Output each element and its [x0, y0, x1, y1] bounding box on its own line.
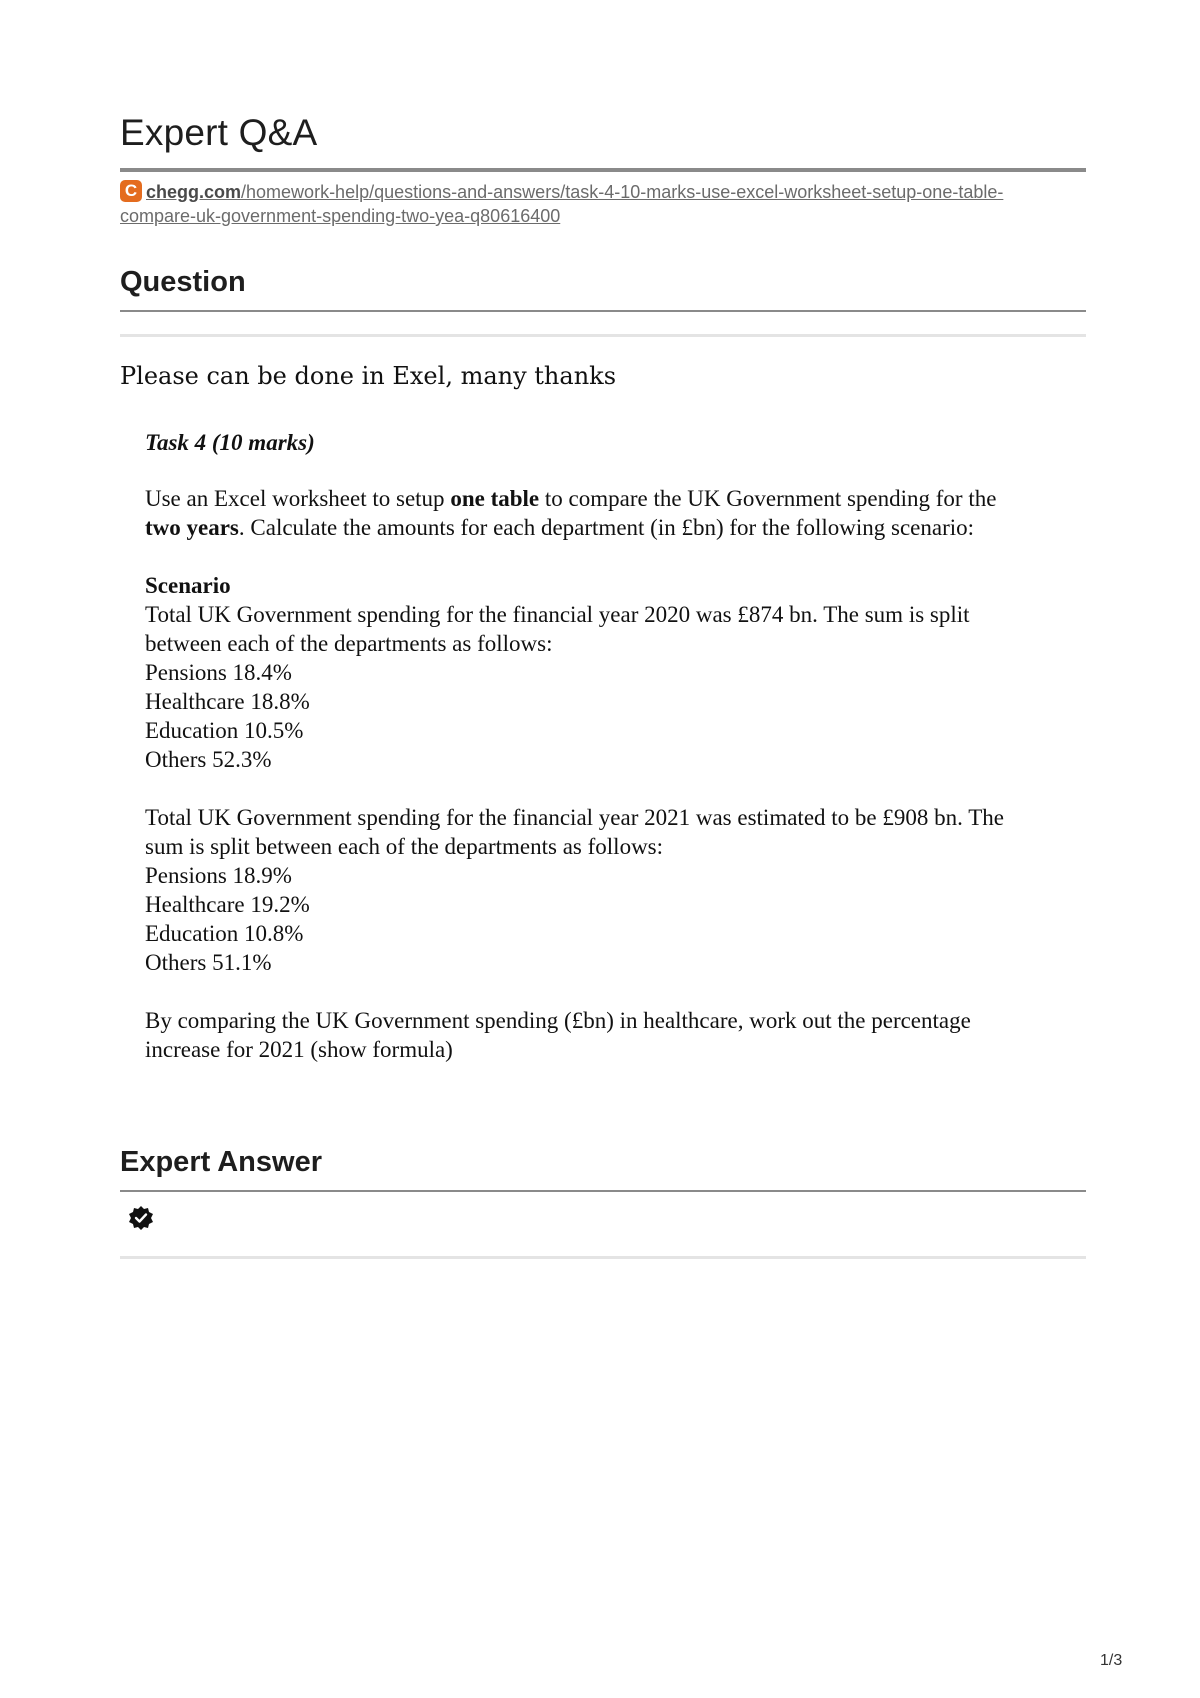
- question-intro: Please can be done in Exel, many thanks: [120, 362, 617, 390]
- list-item: Others 52.3%: [145, 747, 272, 772]
- scenario-2020-line: Total UK Government spending for the financial year 2020 was £874 bn. The sum is split: [145, 602, 970, 627]
- question-separator: [120, 334, 1086, 337]
- chegg-logo-icon: [120, 180, 142, 202]
- page-title: Expert Q&A: [120, 112, 318, 153]
- list-item: Others 51.1%: [145, 950, 272, 975]
- list-item: Education 10.8%: [145, 921, 304, 946]
- comparison-question: By comparing the UK Government spending (£bn) in healthcare, work out the percentage increase for 2021 (show formula): [145, 1008, 971, 1062]
- source-link[interactable]: [120, 180, 1040, 228]
- scenario-2021: [145, 803, 1045, 977]
- list-item: Pensions 18.9%: [145, 863, 292, 888]
- task-title: Task 4 (10 marks): [145, 430, 315, 455]
- scenario-2021-line: Total UK Government spending for the financial year 2021 was estimated to be £908 bn. The: [145, 805, 1004, 830]
- expert-answer-heading: Expert Answer: [120, 1146, 322, 1178]
- task-instructions: Use an Excel worksheet to setup one table to compare the UK Government spending for the two years. Calculate the amounts for each department (in £bn) for the following scenario:: [145, 486, 997, 540]
- answer-separator: [120, 1256, 1086, 1259]
- source-url[interactable]: chegg.com/homework-help/questions-and-answers/task-4-10-marks-use-excel-worksheet-setup-one-table- compare-uk-government-spending-two-yea-q80616400: [120, 182, 1004, 226]
- title-divider: [120, 168, 1086, 172]
- scenario-heading: Scenario: [145, 573, 231, 598]
- answer-divider: [120, 1190, 1086, 1192]
- scenario-2020: [145, 571, 1045, 774]
- scenario-2021-line: sum is split between each of the departments as follows:: [145, 834, 664, 859]
- list-item: Education 10.5%: [145, 718, 304, 743]
- task-image-content: [145, 428, 1045, 1064]
- list-item: Healthcare 18.8%: [145, 689, 310, 714]
- verified-badge-icon: [128, 1205, 154, 1231]
- list-item: Pensions 18.4%: [145, 660, 292, 685]
- page-number: 1/3: [1100, 1652, 1123, 1669]
- question-heading: Question: [120, 266, 246, 298]
- scenario-2020-line: between each of the departments as follows:: [145, 631, 553, 656]
- question-divider: [120, 310, 1086, 312]
- list-item: Healthcare 19.2%: [145, 892, 310, 917]
